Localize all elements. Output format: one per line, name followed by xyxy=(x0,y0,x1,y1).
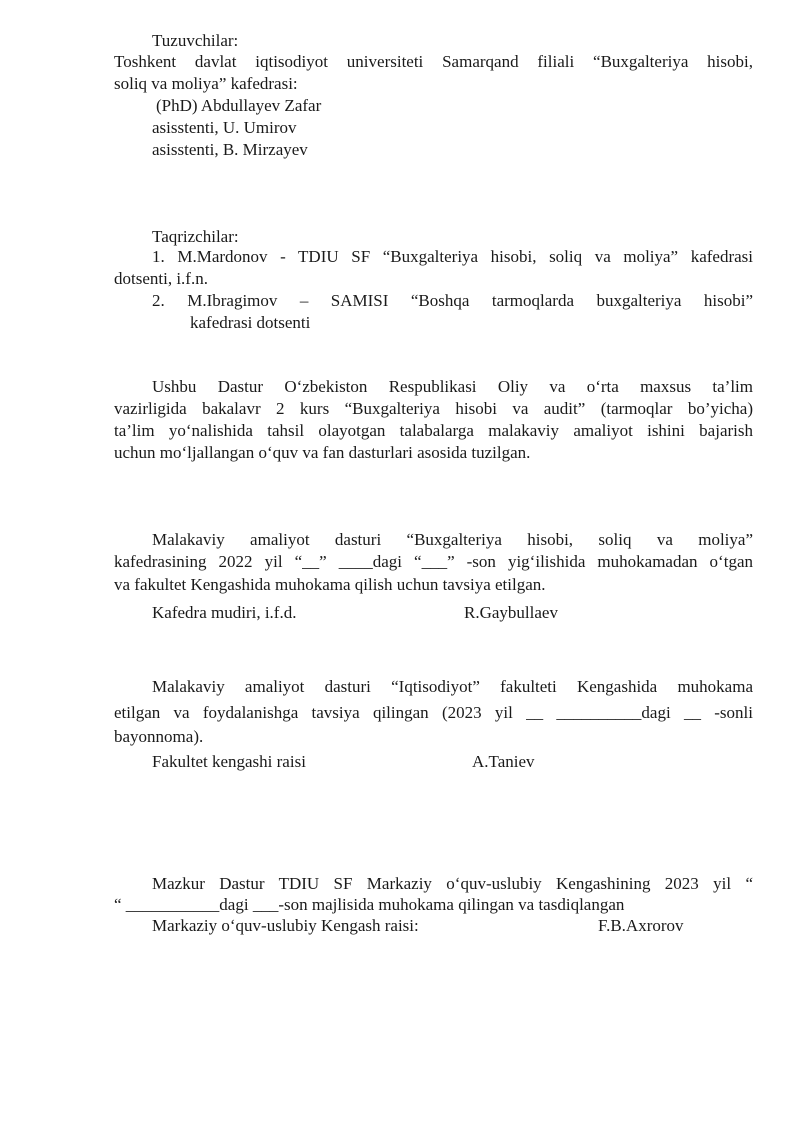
faculty-line-2: etilgan va foydalanishga tavsiya qilingan (2023 yil __ __________dagi __ -sonli xyxy=(114,703,753,722)
compiler-person-3: asisstenti, B. Mirzayev xyxy=(152,140,308,159)
basis-line-1: Ushbu Dastur O‘zbekiston Respublikasi Oliy va o‘rta maxsus ta’lim xyxy=(152,377,753,396)
department-signer-title: Kafedra mudiri, i.f.d. xyxy=(152,603,297,622)
compiler-person-2: asisstenti, U. Umirov xyxy=(152,118,297,137)
faculty-signer-title: Fakultet kengashi raisi xyxy=(152,752,306,771)
compilers-org-line-1: Toshkent davlat iqtisodiyot universiteti Samarqand filiali “Buxgalteriya hisobi, xyxy=(114,52,753,71)
faculty-signer-name: A.Taniev xyxy=(472,752,535,771)
reviewer-2-line-1: 2. M.Ibragimov – SAMISI “Boshqa tarmoqlarda buxgalteriya hisobi” xyxy=(152,291,753,310)
reviewer-1-line-2: dotsenti, i.f.n. xyxy=(114,269,208,288)
reviewer-1-line-1: 1. M.Mardonov - TDIU SF “Buxgalteriya hisobi, soliq va moliya” kafedrasi xyxy=(152,247,753,266)
central-signer-title: Markaziy o‘quv-uslubiy Kengash raisi: xyxy=(152,916,419,935)
compiler-person-1: (PhD) Abdullayev Zafar xyxy=(156,96,322,115)
faculty-line-1: Malakaviy amaliyot dasturi “Iqtisodiyot” fakulteti Kengashida muhokama xyxy=(152,677,753,696)
reviewer-2-line-2: kafedrasi dotsenti xyxy=(190,313,311,332)
faculty-line-3: bayonnoma). xyxy=(114,727,204,746)
basis-line-3: ta’lim yo‘nalishida tahsil olayotgan talabalarga malakaviy amaliyot ishini bajarish xyxy=(114,421,753,440)
department-line-2: kafedrasining 2022 yil “__” ____dagi “___” -son yig‘ilishida muhokamadan o‘tgan xyxy=(114,552,753,571)
department-line-3: va fakultet Kengashida muhokama qilish uchun tavsiya etilgan. xyxy=(114,575,546,594)
compilers-heading: Tuzuvchilar: xyxy=(152,31,239,50)
reviewers-heading: Taqrizchilar: xyxy=(152,227,239,246)
central-line-2: “ ___________dagi ___-son majlisida muhokama qilingan va tasdiqlangan xyxy=(114,895,625,914)
compilers-org-line-2: soliq va moliya” kafedrasi: xyxy=(114,74,298,93)
basis-line-4: uchun mo‘ljallangan o‘quv va fan dasturlari asosida tuzilgan. xyxy=(114,443,531,462)
central-line-1: Mazkur Dastur TDIU SF Markaziy o‘quv-uslubiy Kengashining 2023 yil “ xyxy=(152,874,753,893)
basis-line-2: vazirligida bakalavr 2 kurs “Buxgalteriya hisobi va audit” (tarmoqlar bo’yicha) xyxy=(114,399,753,418)
department-line-1: Malakaviy amaliyot dasturi “Buxgalteriya hisobi, soliq va moliya” xyxy=(152,530,753,549)
department-signer-name: R.Gaybullaev xyxy=(464,603,558,622)
central-signer-name: F.B.Axrorov xyxy=(598,916,684,935)
